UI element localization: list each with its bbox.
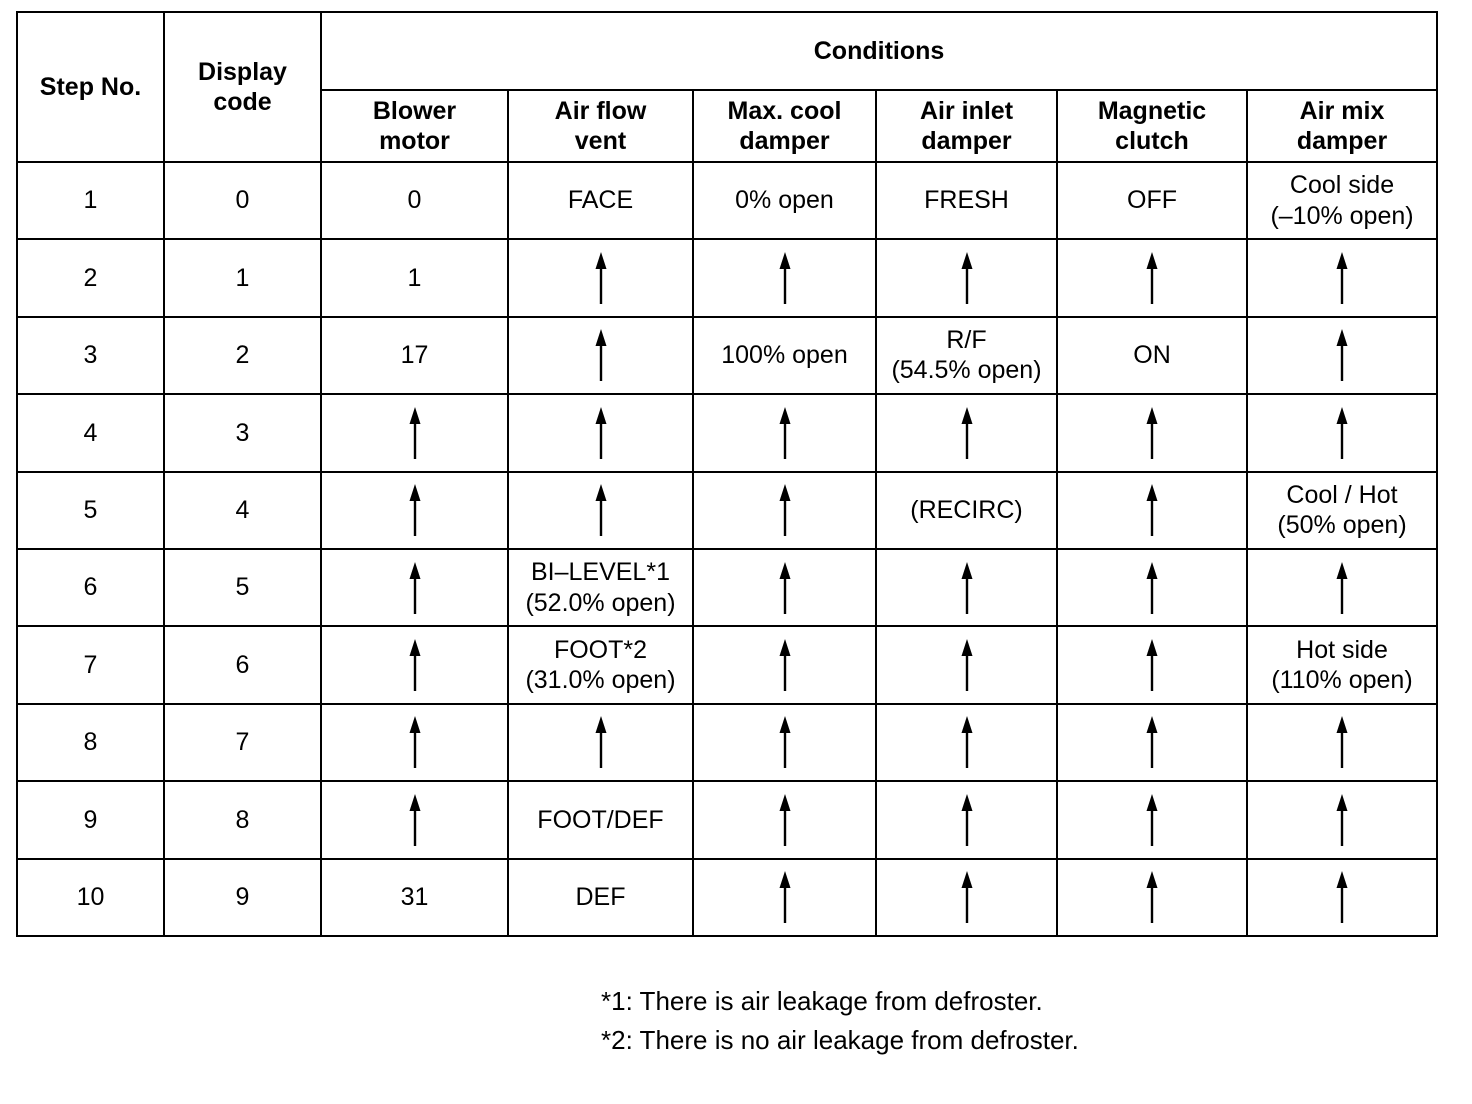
cell-display-code: 8	[164, 781, 321, 858]
cell-air-flow-vent	[508, 162, 693, 239]
footnote-2: *2: There is no air leakage from defroster.	[601, 1025, 1079, 1055]
table-row	[17, 704, 1437, 781]
cell-air-mix-damper	[1247, 239, 1437, 316]
cell-value: 1	[407, 263, 422, 292]
cell-max-cool-damper	[693, 781, 876, 858]
table-row	[17, 859, 1437, 936]
arrow-up-icon	[1145, 716, 1159, 768]
cell-step-no: 7	[17, 626, 164, 703]
arrow-up-icon	[960, 562, 974, 614]
cell-air-mix-damper	[1247, 394, 1437, 471]
cell-air-inlet-damper	[876, 472, 1057, 549]
cell-step-no: 8	[17, 704, 164, 781]
cell-step-no: 2	[17, 239, 164, 316]
cell-step-no: 6	[17, 549, 164, 626]
cell-value: Hot side (110% open)	[1271, 635, 1413, 695]
table-body	[17, 162, 1437, 936]
cell-air-flow-vent	[508, 394, 693, 471]
cell-air-flow-vent	[508, 239, 693, 316]
cell-max-cool-damper	[693, 394, 876, 471]
arrow-up-icon	[1335, 407, 1349, 459]
cell-air-inlet-damper	[876, 549, 1057, 626]
arrow-up-icon	[594, 484, 608, 536]
cell-value: (RECIRC)	[910, 496, 1023, 524]
cell-max-cool-damper	[693, 317, 876, 394]
cell-display-code: 1	[164, 239, 321, 316]
arrow-up-icon	[778, 794, 792, 846]
conditions-table	[16, 11, 1438, 937]
cell-max-cool-damper	[693, 704, 876, 781]
cell-value: Cool / Hot (50% open)	[1277, 480, 1407, 540]
cell-air-mix-damper	[1247, 162, 1437, 239]
arrow-up-icon	[594, 329, 608, 381]
arrow-up-icon	[778, 252, 792, 304]
cell-value: FOOT*2 (31.0% open)	[525, 635, 676, 695]
cell-display-code: 5	[164, 549, 321, 626]
cell-air-mix-damper	[1247, 472, 1437, 549]
cell-display-code: 4	[164, 472, 321, 549]
cell-blower-motor	[321, 472, 508, 549]
arrow-up-icon	[778, 871, 792, 923]
cell-air-flow-vent	[508, 781, 693, 858]
cell-value: R/F (54.5% open)	[891, 325, 1042, 385]
cell-air-flow-vent	[508, 859, 693, 936]
cell-blower-motor	[321, 162, 508, 239]
header-step-no: Step No.	[17, 12, 164, 162]
cell-value: DEF	[575, 883, 626, 911]
arrow-up-icon	[960, 794, 974, 846]
cell-air-inlet-damper	[876, 317, 1057, 394]
cell-value: ON	[1133, 341, 1171, 370]
arrow-up-icon	[408, 716, 422, 768]
cell-max-cool-damper	[693, 472, 876, 549]
arrow-up-icon	[1335, 871, 1349, 923]
cell-air-mix-damper	[1247, 859, 1437, 936]
cell-display-code: 0	[164, 162, 321, 239]
cell-magnetic-clutch	[1057, 472, 1247, 549]
cell-air-inlet-damper	[876, 704, 1057, 781]
cell-step-no: 10	[17, 859, 164, 936]
cell-display-code: 6	[164, 626, 321, 703]
arrow-up-icon	[1145, 639, 1159, 691]
cell-air-inlet-damper	[876, 162, 1057, 239]
arrow-up-icon	[960, 407, 974, 459]
header-conditions: Conditions	[321, 12, 1437, 90]
arrow-up-icon	[1145, 252, 1159, 304]
cell-display-code: 9	[164, 859, 321, 936]
arrow-up-icon	[1335, 794, 1349, 846]
cell-step-no: 9	[17, 781, 164, 858]
cell-air-flow-vent	[508, 549, 693, 626]
cell-value: FOOT/DEF	[537, 805, 664, 834]
cell-blower-motor	[321, 626, 508, 703]
arrow-up-icon	[1145, 407, 1159, 459]
cell-step-no: 1	[17, 162, 164, 239]
cell-display-code: 3	[164, 394, 321, 471]
cell-air-inlet-damper	[876, 239, 1057, 316]
cell-magnetic-clutch	[1057, 239, 1247, 316]
cell-value: 0	[407, 186, 422, 215]
cell-value: FRESH	[924, 186, 1009, 215]
header-air-mix-damper: Air mix damper	[1247, 90, 1437, 162]
table-row	[17, 549, 1437, 626]
arrow-up-icon	[408, 484, 422, 536]
arrow-up-icon	[594, 407, 608, 459]
cell-max-cool-damper	[693, 162, 876, 239]
cell-value: OFF	[1127, 186, 1177, 215]
arrow-up-icon	[408, 639, 422, 691]
cell-magnetic-clutch	[1057, 626, 1247, 703]
arrow-up-icon	[1145, 871, 1159, 923]
cell-air-mix-damper	[1247, 317, 1437, 394]
cell-value: Cool side (–10% open)	[1270, 171, 1414, 230]
arrow-up-icon	[1335, 329, 1349, 381]
arrow-up-icon	[1335, 252, 1349, 304]
cell-max-cool-damper	[693, 549, 876, 626]
arrow-up-icon	[1145, 562, 1159, 614]
cell-blower-motor	[321, 317, 508, 394]
cell-magnetic-clutch	[1057, 781, 1247, 858]
cell-magnetic-clutch	[1057, 317, 1247, 394]
arrow-up-icon	[408, 562, 422, 614]
cell-blower-motor	[321, 549, 508, 626]
header-blower-motor: Blower motor	[321, 90, 508, 162]
cell-step-no: 4	[17, 394, 164, 471]
cell-value: 17	[400, 341, 429, 370]
arrow-up-icon	[408, 407, 422, 459]
cell-air-inlet-damper	[876, 394, 1057, 471]
arrow-up-icon	[778, 407, 792, 459]
cell-air-mix-damper	[1247, 626, 1437, 703]
cell-air-inlet-damper	[876, 781, 1057, 858]
arrow-up-icon	[960, 639, 974, 691]
cell-display-code: 7	[164, 704, 321, 781]
arrow-up-icon	[1335, 562, 1349, 614]
cell-air-flow-vent	[508, 472, 693, 549]
header-air-inlet-damper: Air inlet damper	[876, 90, 1057, 162]
arrow-up-icon	[960, 716, 974, 768]
cell-air-inlet-damper	[876, 859, 1057, 936]
header-air-flow-vent: Air flow vent	[508, 90, 693, 162]
cell-air-flow-vent	[508, 626, 693, 703]
arrow-up-icon	[408, 794, 422, 846]
table-row	[17, 239, 1437, 316]
header-magnetic-clutch: Magnetic clutch	[1057, 90, 1247, 162]
cell-value: 31	[400, 883, 429, 911]
cell-max-cool-damper	[693, 239, 876, 316]
cell-value: 100% open	[721, 341, 848, 370]
cell-air-mix-damper	[1247, 549, 1437, 626]
cell-value: BI–LEVEL*1 (52.0% open)	[525, 558, 676, 617]
cell-blower-motor	[321, 394, 508, 471]
arrow-up-icon	[1145, 484, 1159, 536]
cell-air-flow-vent	[508, 704, 693, 781]
footnotes	[601, 982, 1079, 1060]
arrow-up-icon	[778, 562, 792, 614]
cell-blower-motor	[321, 859, 508, 936]
table-row	[17, 472, 1437, 549]
cell-blower-motor	[321, 239, 508, 316]
cell-step-no: 5	[17, 472, 164, 549]
cell-magnetic-clutch	[1057, 704, 1247, 781]
table-row	[17, 781, 1437, 858]
table-row	[17, 626, 1437, 703]
cell-magnetic-clutch	[1057, 394, 1247, 471]
cell-value: FACE	[567, 186, 634, 215]
table-row	[17, 162, 1437, 239]
cell-max-cool-damper	[693, 626, 876, 703]
arrow-up-icon	[960, 871, 974, 923]
cell-air-flow-vent	[508, 317, 693, 394]
table-row	[17, 394, 1437, 471]
cell-value: 0% open	[735, 186, 834, 215]
cell-magnetic-clutch	[1057, 859, 1247, 936]
arrow-up-icon	[778, 639, 792, 691]
cell-blower-motor	[321, 704, 508, 781]
footnote-1: *1: There is air leakage from defroster.	[601, 986, 1043, 1016]
arrow-up-icon	[778, 716, 792, 768]
arrow-up-icon	[594, 252, 608, 304]
cell-air-mix-damper	[1247, 781, 1437, 858]
cell-blower-motor	[321, 781, 508, 858]
cell-max-cool-damper	[693, 859, 876, 936]
cell-air-inlet-damper	[876, 626, 1057, 703]
arrow-up-icon	[1145, 794, 1159, 846]
arrow-up-icon	[960, 252, 974, 304]
cell-magnetic-clutch	[1057, 162, 1247, 239]
cell-magnetic-clutch	[1057, 549, 1247, 626]
table-row	[17, 317, 1437, 394]
cell-display-code: 2	[164, 317, 321, 394]
header-max-cool-damper: Max. cool damper	[693, 90, 876, 162]
arrow-up-icon	[778, 484, 792, 536]
arrow-up-icon	[594, 716, 608, 768]
arrow-up-icon	[1335, 716, 1349, 768]
cell-air-mix-damper	[1247, 704, 1437, 781]
cell-step-no: 3	[17, 317, 164, 394]
header-display-code: Display code	[164, 12, 321, 162]
